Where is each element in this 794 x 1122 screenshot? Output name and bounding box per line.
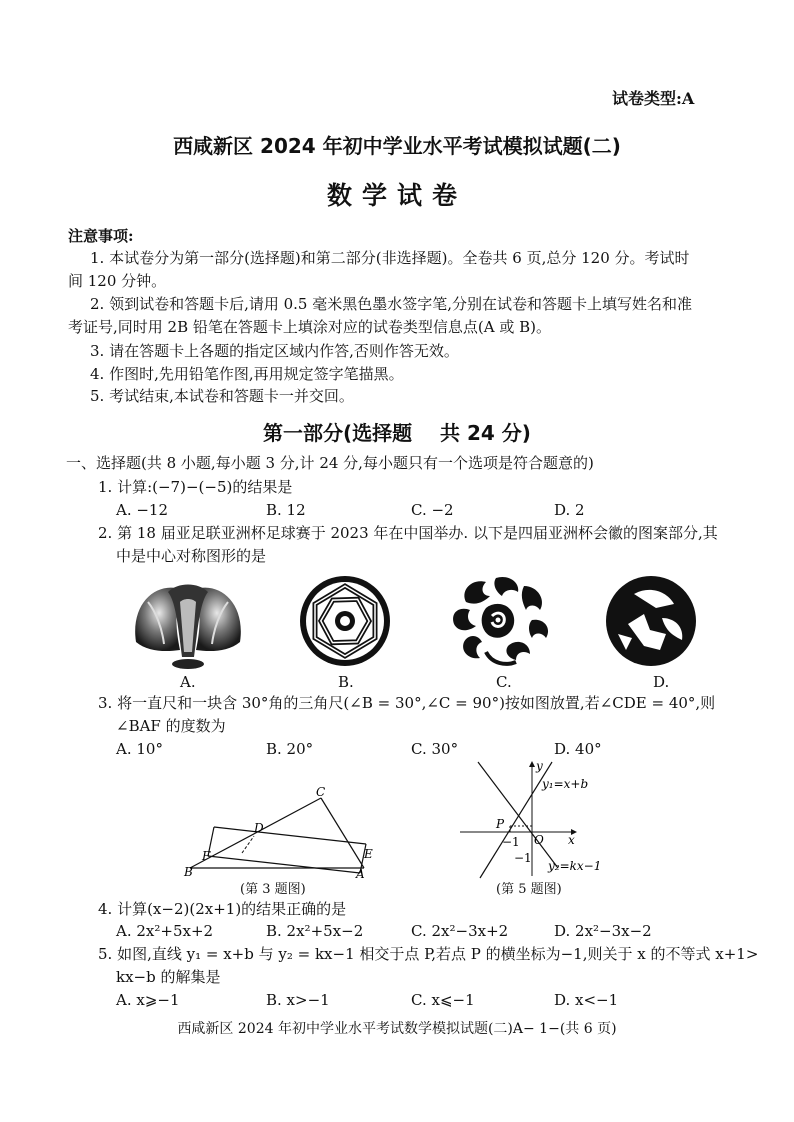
q3-option-d: D. 40° bbox=[554, 740, 602, 758]
q2-stem-b: 中是中心对称图形的是 bbox=[116, 547, 267, 565]
figure-3-diagram bbox=[180, 780, 380, 880]
part1-title: 第一部分(选择题 共 24 分) bbox=[263, 421, 531, 445]
emblem-b-label: B. bbox=[338, 673, 354, 691]
fig5-label-y: y bbox=[536, 759, 543, 773]
note-1a: 1. 本试卷分为第一部分(选择题)和第二部分(非选择题)。全卷共 6 页,总分 120 分。考试时 bbox=[90, 249, 690, 267]
fig5-label-o: O bbox=[534, 833, 544, 847]
ruler-bottom-edge bbox=[208, 856, 360, 873]
exam-title: 西咸新区 2024 年初中学业水平考试模拟试题(二) bbox=[173, 134, 621, 158]
triangle-side-ca bbox=[321, 798, 364, 868]
q1-option-d: D. 2 bbox=[554, 501, 585, 519]
q5-option-d: D. x<−1 bbox=[554, 991, 619, 1009]
emblem-a-label: A. bbox=[180, 673, 196, 691]
fig5-label-p: P bbox=[496, 817, 505, 831]
q3-stem-b: ∠BAF 的度数为 bbox=[116, 717, 226, 735]
q1-option-b: B. 12 bbox=[266, 501, 306, 519]
fig5-label-neg1x: −1 bbox=[502, 835, 520, 849]
emblem-a-image bbox=[128, 572, 248, 672]
paper-type-label: 试卷类型:A bbox=[612, 89, 695, 108]
note-1b: 间 120 分钟。 bbox=[68, 272, 167, 290]
note-2a: 2. 领到试卷和答题卡后,请用 0.5 毫米黑色墨水签字笔,分别在试卷和答题卡上填写姓名和准 bbox=[90, 295, 693, 313]
figure-5-caption: (第 5 题图) bbox=[496, 882, 562, 897]
page-footer: 西咸新区 2024 年初中学业水平考试数学模拟试题(二)A− 1−(共 6 页) bbox=[177, 1021, 617, 1037]
fig3-label-a: A bbox=[356, 867, 365, 880]
emblem-c-image bbox=[446, 572, 554, 670]
fig3-label-d: D bbox=[254, 821, 264, 835]
fig5-label-neg1y: −1 bbox=[514, 851, 532, 865]
section-heading: 一、选择题(共 8 小题,每小题 3 分,计 24 分,每小题只有一个选项是符合题意的) bbox=[66, 454, 594, 472]
fig3-label-b: B bbox=[184, 865, 193, 879]
q3-stem-a: 3. 将一直尺和一块含 30°角的三角尺(∠B = 30°,∠C = 90°)按如图放置,若∠CDE = 40°,则 bbox=[98, 694, 716, 712]
q1-option-a: A. −12 bbox=[116, 501, 169, 519]
fig3-label-f: F bbox=[202, 849, 211, 863]
figure-3-caption: (第 3 题图) bbox=[240, 882, 306, 897]
fig5-label-y2: y₂=kx−1 bbox=[548, 859, 602, 873]
fig3-label-c: C bbox=[316, 785, 326, 799]
note-4: 4. 作图时,先用铅笔作图,再用规定签字笔描黑。 bbox=[90, 365, 404, 383]
q5-option-c: C. x⩽−1 bbox=[411, 991, 475, 1009]
subject-title: 数学试卷 bbox=[326, 181, 467, 210]
q1-option-c: C. −2 bbox=[411, 501, 454, 519]
emblem-d-image bbox=[604, 574, 698, 668]
ruler-top-edge bbox=[214, 827, 366, 844]
q3-option-b: B. 20° bbox=[266, 740, 314, 758]
q4-option-b: B. 2x²+5x−2 bbox=[266, 922, 364, 940]
note-3: 3. 请在答题卡上各题的指定区域内作答,否则作答无效。 bbox=[90, 342, 459, 360]
note-5: 5. 考试结束,本试卷和答题卡一并交回。 bbox=[90, 387, 354, 405]
q5-option-b: B. x>−1 bbox=[266, 991, 330, 1009]
fig5-label-y1: y₁=x+b bbox=[542, 777, 589, 791]
figure-5-graph bbox=[458, 758, 618, 880]
q2-stem-a: 2. 第 18 届亚足联亚洲杯足球赛于 2023 年在中国举办. 以下是四届亚洲杯会徽的图案部分,其 bbox=[98, 524, 718, 542]
emblem-c-label: C. bbox=[496, 673, 512, 691]
q5-stem-b: kx−b 的解集是 bbox=[116, 968, 221, 986]
hidden-edge bbox=[242, 836, 254, 853]
emblem-d-label: D. bbox=[653, 673, 670, 691]
q4-option-d: D. 2x²−3x−2 bbox=[554, 922, 652, 940]
emblem-b-image bbox=[298, 574, 392, 668]
q4-option-c: C. 2x²−3x+2 bbox=[411, 922, 509, 940]
q3-option-a: A. 10° bbox=[116, 740, 163, 758]
notes-heading: 注意事项: bbox=[68, 227, 134, 245]
note-2b: 考证号,同时用 2B 铅笔在答题卡上填涂对应的试卷类型信息点(A 或 B)。 bbox=[68, 318, 551, 336]
fig5-label-x: x bbox=[568, 833, 575, 847]
q4-option-a: A. 2x²+5x+2 bbox=[116, 922, 214, 940]
q5-stem-a: 5. 如图,直线 y₁ = x+b 与 y₂ = kx−1 相交于点 P,若点 P 的横坐标为−1,则关于 x 的不等式 x+1> bbox=[98, 945, 759, 963]
q5-option-a: A. x⩾−1 bbox=[116, 991, 180, 1009]
q3-option-c: C. 30° bbox=[411, 740, 459, 758]
q1-stem: 1. 计算:(−7)−(−5)的结果是 bbox=[98, 478, 293, 496]
q4-stem: 4. 计算(x−2)(2x+1)的结果正确的是 bbox=[98, 900, 347, 918]
fig3-label-e: E bbox=[364, 847, 373, 861]
